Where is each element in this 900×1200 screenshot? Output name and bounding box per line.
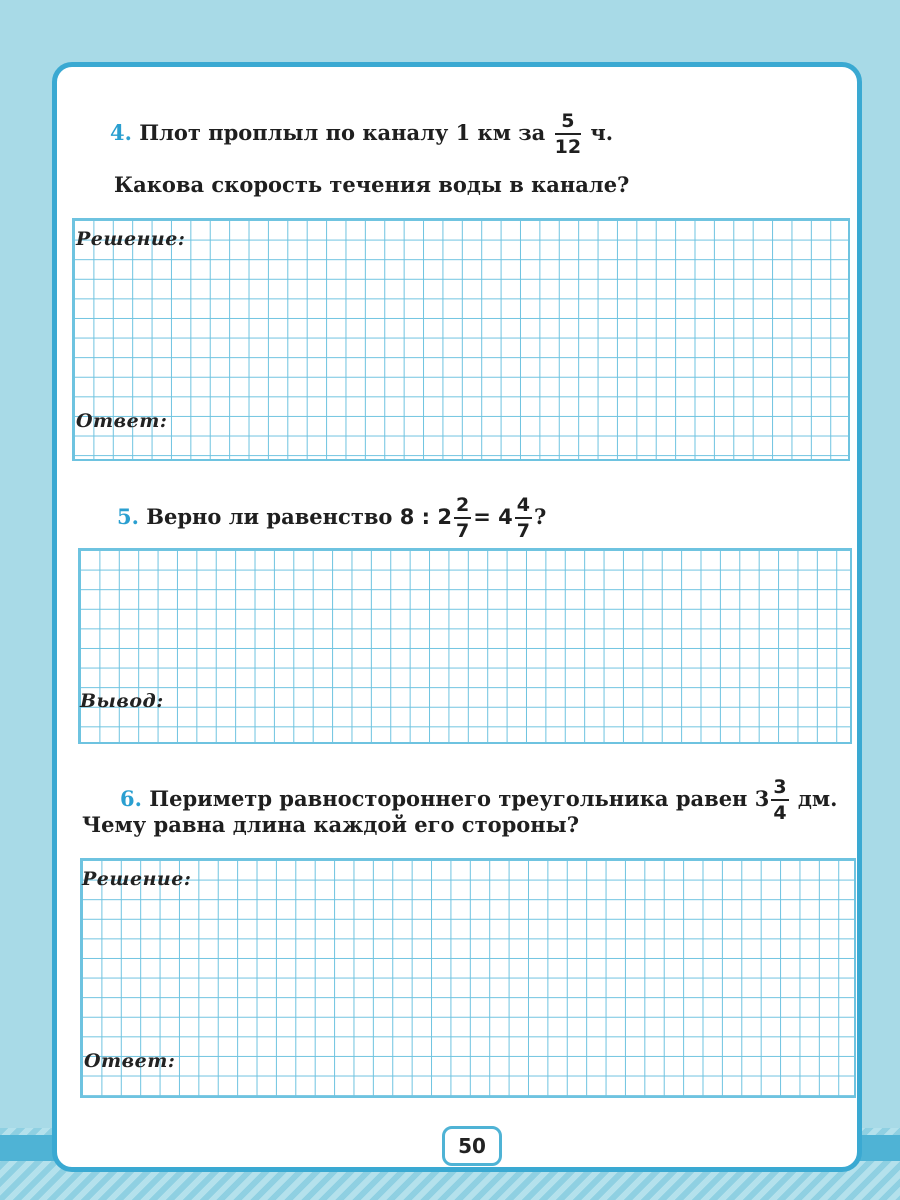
task-6-answer-grid[interactable] xyxy=(80,858,856,1098)
task-4-answer-grid[interactable] xyxy=(72,218,850,461)
fraction-denominator: 7 xyxy=(456,520,470,542)
task-4-number: 4. xyxy=(110,120,132,145)
page-number: 50 xyxy=(442,1126,502,1166)
task-6-text: Периметр равностороннего треугольника равен 3 xyxy=(149,786,770,811)
fraction-numerator: 4 xyxy=(515,496,532,519)
task-5-expr-a: 8 : 2 xyxy=(399,505,452,529)
task-6-line-2: Чему равна длина каждой его стороны? xyxy=(82,812,580,837)
task-5-fraction-2 xyxy=(515,496,532,541)
task-4-answer-label: Ответ: xyxy=(76,410,168,432)
fraction-numerator: 2 xyxy=(454,496,471,519)
task-5-conclusion-label: Вывод: xyxy=(80,690,164,712)
fraction-denominator: 4 xyxy=(773,802,787,824)
task-5-line xyxy=(117,496,546,541)
task-4-unit: ч. xyxy=(590,120,614,145)
task-6-number: 6. xyxy=(120,786,142,811)
task-5-answer-grid[interactable] xyxy=(78,548,852,744)
fraction-numerator: 3 xyxy=(771,778,788,801)
fraction-denominator: 7 xyxy=(516,520,530,542)
task-4-text: Плот проплыл по каналу 1 км за xyxy=(139,120,546,145)
task-4-solution-label: Решение: xyxy=(76,228,186,250)
task-5-expr-eq: = 4 xyxy=(473,505,513,529)
task-6-solution-label: Решение: xyxy=(82,868,192,890)
task-5-number: 5. xyxy=(117,504,139,529)
task-6-fraction xyxy=(771,778,788,823)
fraction-numerator: 5 xyxy=(555,112,581,135)
task-4-line-1 xyxy=(110,112,613,157)
task-5-question-mark: ? xyxy=(534,504,547,529)
task-6-unit: дм. xyxy=(797,786,838,811)
task-5-text: Верно ли равенство xyxy=(146,504,393,529)
task-4-line-2: Какова скорость течения воды в канале? xyxy=(114,172,630,197)
task-6-answer-label: Ответ: xyxy=(84,1050,176,1072)
task-4-fraction xyxy=(555,112,581,157)
task-5-fraction-1 xyxy=(454,496,471,541)
fraction-denominator: 12 xyxy=(554,136,582,158)
